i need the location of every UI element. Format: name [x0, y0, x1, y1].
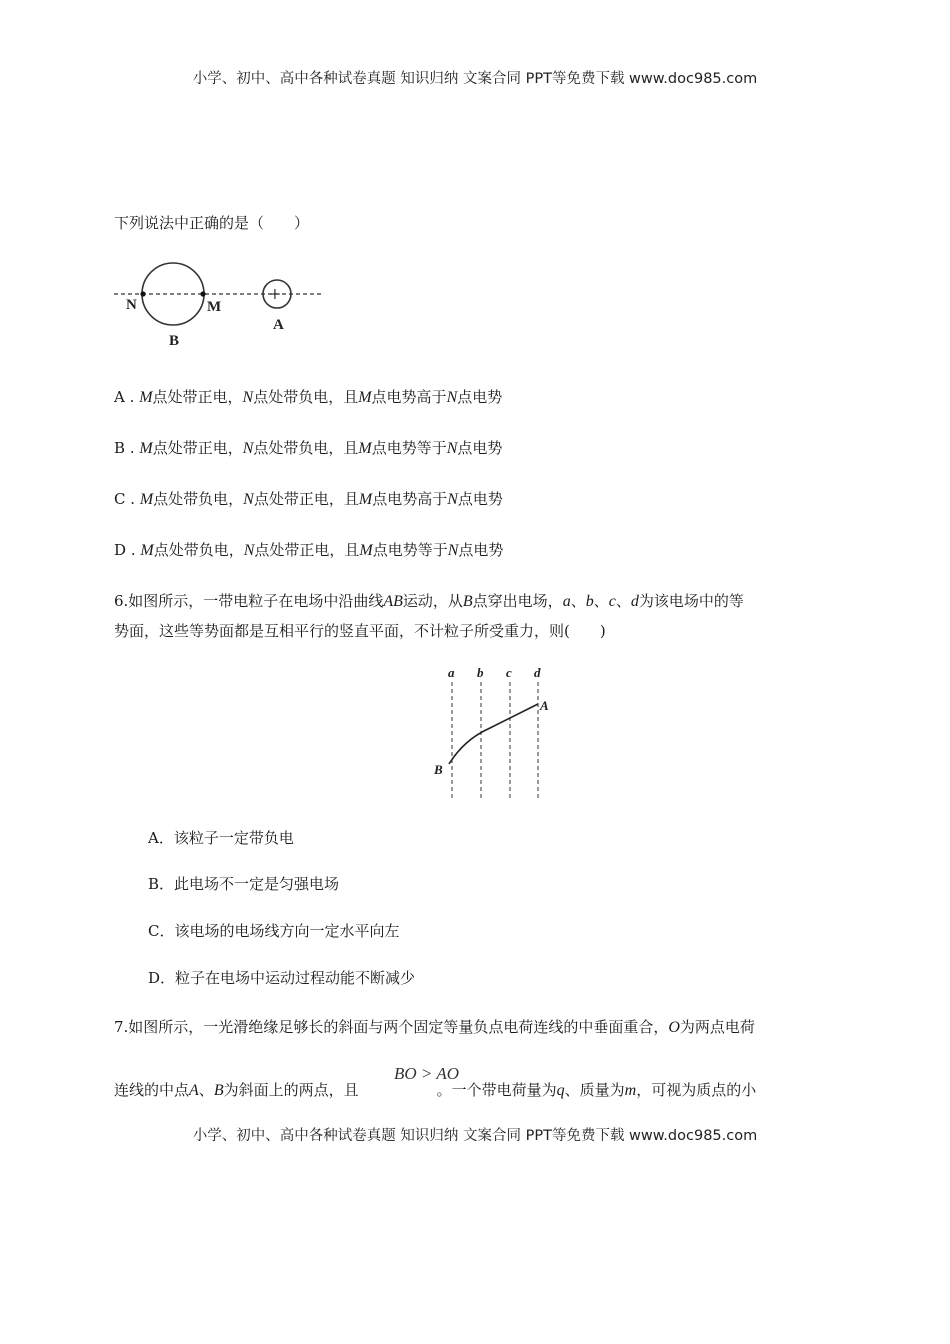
label-plane-b: b [477, 665, 484, 680]
q5-option-d: D . M点处带负电，N点处带正电，且M点电势等于N点电势 [114, 541, 504, 559]
label-plane-c: c [506, 665, 512, 680]
q6-stem-line2: 势面，这些等势面都是互相平行的竖直平面，不计粒子所受重力，则( ) [114, 622, 606, 640]
page-footer: 小学、初中、高中各种试卷真题 知识归纳 文案合同 PPT等免费下载 www.doc985.com [192, 1128, 758, 1144]
trajectory-curve [449, 704, 538, 764]
label-m: M [207, 299, 222, 315]
q6-stem-line1: 6.如图所示，一带电粒子在电场中沿曲线AB运动，从B点穿出电场，a、b、c、d为该电场中的等 [114, 592, 744, 610]
q6-figure [428, 660, 558, 802]
label-plane-d: d [534, 665, 541, 680]
label-point-b: B [434, 762, 443, 777]
q5-option-a: A . M点处带正电，N点处带负电，且M点电势高于N点电势 [114, 388, 503, 406]
point-m-dot [200, 291, 205, 296]
q6-option-b: B．此电场不一定是匀强电场 [148, 875, 340, 893]
page-header: 小学、初中、高中各种试卷真题 知识归纳 文案合同 PPT等免费下载 www.doc985.com [192, 71, 758, 87]
q7-stem-line1: 7.如图所示，一光滑绝缘足够长的斜面与两个固定等量负点电荷连线的中垂面重合，O为两点电荷 [114, 1018, 755, 1036]
q5-option-b: B . M点处带正电，N点处带负电，且M点电势等于N点电势 [114, 439, 503, 457]
label-n: N [126, 297, 137, 313]
q6-option-c: C．该电场的电场线方向一定水平向左 [148, 922, 400, 940]
q7-formula: BO > AO [394, 1064, 459, 1083]
label-a: A [273, 317, 284, 333]
q6-option-a: A．该粒子一定带负电 [148, 829, 294, 847]
q5-option-c: C . M点处带负电，N点处带正电，且M点电势高于N点电势 [114, 490, 503, 508]
q7-stem-line2: 连线的中点A、B为斜面上的两点，且 。一个带电荷量为q、质量为m，可视为质点的小 [114, 1081, 757, 1099]
plus-sign: + [269, 282, 281, 306]
label-b: B [169, 333, 180, 349]
label-plane-a: a [448, 665, 455, 680]
label-point-a: A [540, 698, 549, 713]
q5-stem: 下列说法中正确的是（ ） [114, 214, 310, 232]
q5-figure [110, 258, 330, 353]
q6-option-d: D．粒子在电场中运动过程动能不断减少 [148, 969, 416, 987]
point-n-dot [140, 291, 145, 296]
